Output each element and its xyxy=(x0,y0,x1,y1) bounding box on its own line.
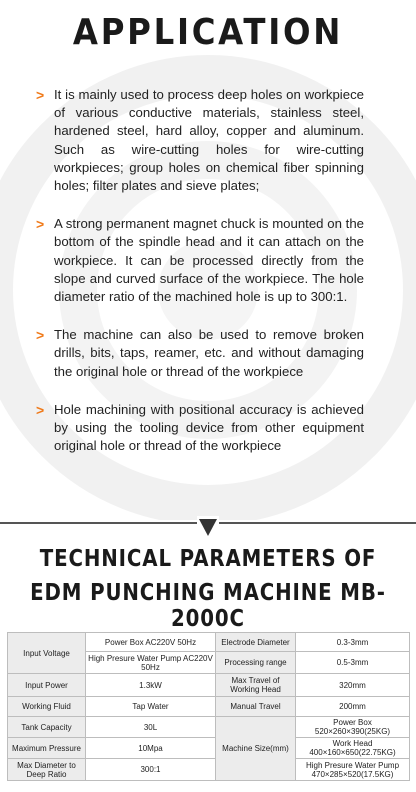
size-pump-name: High Presure Water Pump xyxy=(305,760,400,770)
input-voltage-power-box: Power Box AC220V 50Hz xyxy=(86,633,216,652)
chevron-right-icon: > xyxy=(36,401,45,418)
application-point xyxy=(36,326,364,381)
triangle-down-icon xyxy=(197,516,219,538)
size-work-head xyxy=(296,738,410,759)
size-pump-value: 470×285×520(17.5KG) xyxy=(311,769,394,779)
size-power-box-value: 520×260×390(25KG) xyxy=(314,727,391,736)
application-points xyxy=(36,86,364,475)
chevron-right-icon: > xyxy=(36,327,45,344)
input-voltage-pump: High Presure Water Pump AC220V 50Hz xyxy=(86,652,216,674)
point-text: A strong permanent magnet chuck is mounted on the bottom of the spindle head and it can attach on the workpiece. It can be processed directly from the slope and curved surface of the workpiece. The hole diameter ratio of the machined hole is up to 300:1. xyxy=(54,216,364,305)
table-row xyxy=(8,759,410,781)
tank-capacity-label: Tank Capacity xyxy=(8,717,86,738)
electrode-diameter-value: 0.3-3mm xyxy=(296,633,410,652)
size-power-box-name: Power Box xyxy=(333,718,372,727)
max-diameter-label: Max Diameter to Deep Ratio xyxy=(8,759,86,781)
manual-travel-label: Manual Travel xyxy=(216,697,296,717)
point-text: Hole machining with positional accuracy is achieved by using the tooling device from other equipment original hole or thread of the workpiece xyxy=(54,401,364,454)
processing-range-label: Processing range xyxy=(216,652,296,674)
technical-title-line2: EDM PUNCHING MACHINE MB-2000C xyxy=(30,580,386,632)
table-row xyxy=(8,738,410,759)
manual-travel-value: 200mm xyxy=(296,697,410,717)
size-power-box xyxy=(296,717,410,738)
max-pressure-value: 10Mpa xyxy=(86,738,216,759)
size-work-head-name: Work Head xyxy=(332,739,373,748)
processing-range-value: 0.5-3mm xyxy=(296,652,410,674)
table-row xyxy=(8,697,410,717)
application-point xyxy=(36,401,364,456)
application-point xyxy=(36,215,364,306)
working-fluid-value: Tap Water xyxy=(86,697,216,717)
chevron-right-icon: > xyxy=(36,216,45,233)
input-power-label: Input Power xyxy=(8,674,86,697)
application-point xyxy=(36,86,364,195)
table-row xyxy=(8,674,410,697)
max-travel-label: Max Travel of Working Head xyxy=(216,674,296,697)
max-pressure-label: Maximum Pressure xyxy=(8,738,86,759)
table-row xyxy=(8,633,410,652)
table-row xyxy=(8,717,410,738)
chevron-right-icon: > xyxy=(36,87,45,103)
size-pump xyxy=(296,759,410,781)
machine-size-label: Machine Size(mm) xyxy=(216,717,296,781)
parameters-table xyxy=(7,632,410,781)
size-work-head-value: 400×160×650(22.75KG) xyxy=(309,748,396,757)
input-power-value: 1.3kW xyxy=(86,674,216,697)
tank-capacity-value: 30L xyxy=(86,717,216,738)
max-travel-value: 320mm xyxy=(296,674,410,697)
electrode-diameter-label: Electrode Diameter xyxy=(216,633,296,652)
technical-title-line1: TECHNICAL PARAMETERS OF xyxy=(39,546,377,572)
point-text: It is mainly used to process deep holes on workpiece of various conductive materials, stainless steel, hardened steel, hard alloy, copper and aluminum. Such as wire-cutting holes for wire-cutting workpieces; group holes on chemical fiber spinning holes; filter plates and sieve plates; xyxy=(54,87,364,194)
application-title: APPLICATION xyxy=(72,12,344,53)
working-fluid-label: Working Fluid xyxy=(8,697,86,717)
max-diameter-value: 300:1 xyxy=(86,759,216,781)
point-text: The machine can also be used to remove broken drills, bits, taps, reamer, etc. and without damaging the original hole or thread of the workpiece xyxy=(54,327,364,379)
input-voltage-label: Input Voltage xyxy=(8,633,86,674)
